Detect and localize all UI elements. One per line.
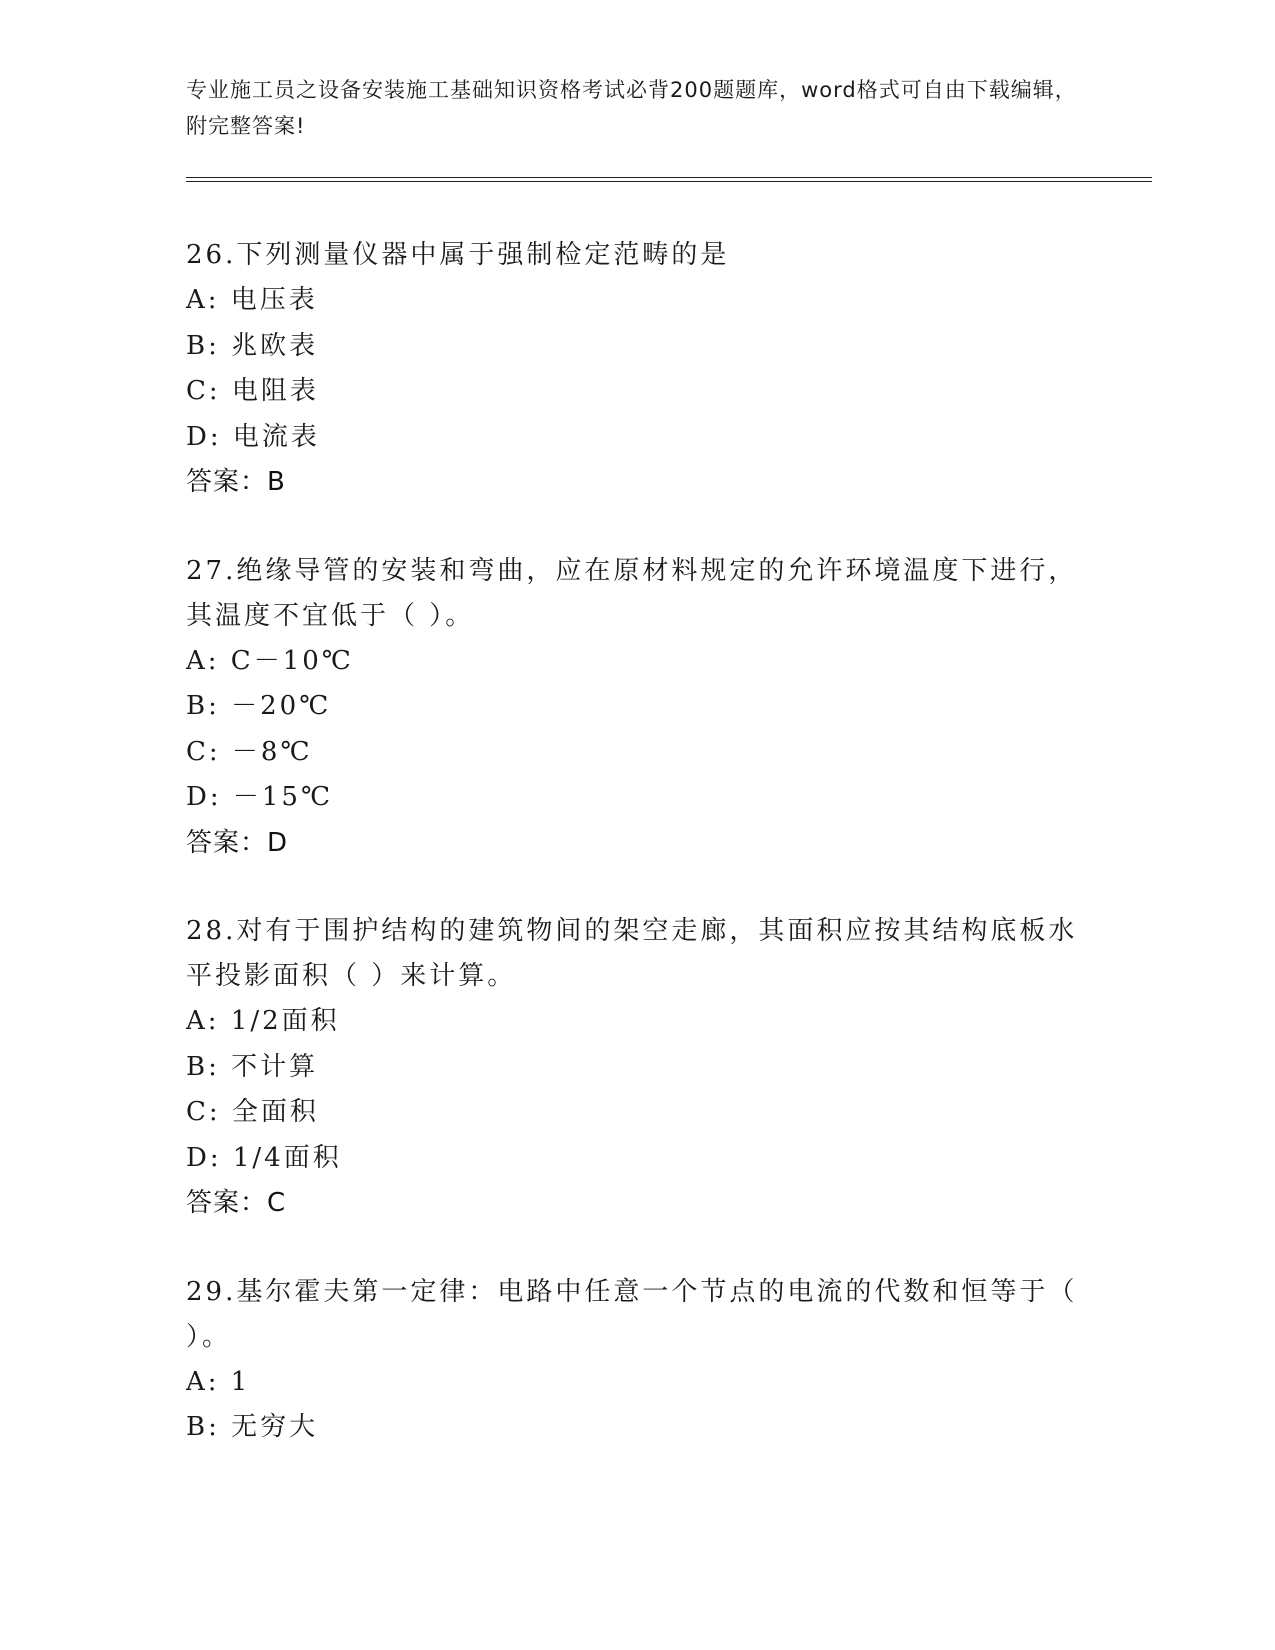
question-list — [186, 233, 1086, 1494]
question-stem: 26.下列测量仪器中属于强制检定范畴的是 — [186, 240, 730, 270]
option-a: A: 电压表 — [186, 285, 318, 315]
option-d: D: 电流表 — [186, 421, 320, 452]
option-b: B: 兆欧表 — [186, 330, 319, 361]
option-b: B: －20℃ — [186, 691, 332, 721]
option-b: B: 无穷大 — [186, 1412, 319, 1442]
header-divider-bottom — [186, 181, 1152, 182]
question-stem: 28.对有于围护结构的建筑物间的架空走廊，其面积应按其结构底板水平投影面积（ ）来计算。 — [186, 916, 1078, 991]
option-a: A: 1/2面积 — [186, 1006, 340, 1036]
option-a: A: C－10℃ — [186, 645, 354, 676]
option-d: D: －15℃ — [186, 782, 334, 812]
question-26 — [186, 233, 1086, 506]
option-c: C: 电阻表 — [186, 376, 319, 406]
answer-line: 答案：D — [186, 827, 289, 858]
option-d: D: 1/4面积 — [186, 1142, 342, 1173]
header-divider-top — [186, 177, 1152, 178]
option-c: C: －8℃ — [186, 736, 313, 767]
question-27 — [186, 549, 1086, 867]
document-header: 专业施工员之设备安装施工基础知识资格考试必背200题题库，word格式可自由下载编辑，附完整答案! — [186, 78, 1077, 138]
question-29 — [186, 1270, 1086, 1451]
question-stem: 27.绝缘导管的安装和弯曲，应在原材料规定的允许环境温度下进行，其温度不宜低于（ ）。 — [186, 555, 1078, 631]
question-28 — [186, 909, 1086, 1227]
option-c: C: 全面积 — [186, 1097, 319, 1127]
answer-line: 答案：C — [186, 1188, 287, 1218]
answer-line: 答案：B — [186, 467, 286, 497]
option-a: A: 1 — [186, 1366, 251, 1397]
question-stem: 29.基尔霍夫第一定律：电路中任意一个节点的电流的代数和恒等于（ ）。 — [186, 1276, 1078, 1352]
option-b: B: 不计算 — [186, 1051, 319, 1082]
